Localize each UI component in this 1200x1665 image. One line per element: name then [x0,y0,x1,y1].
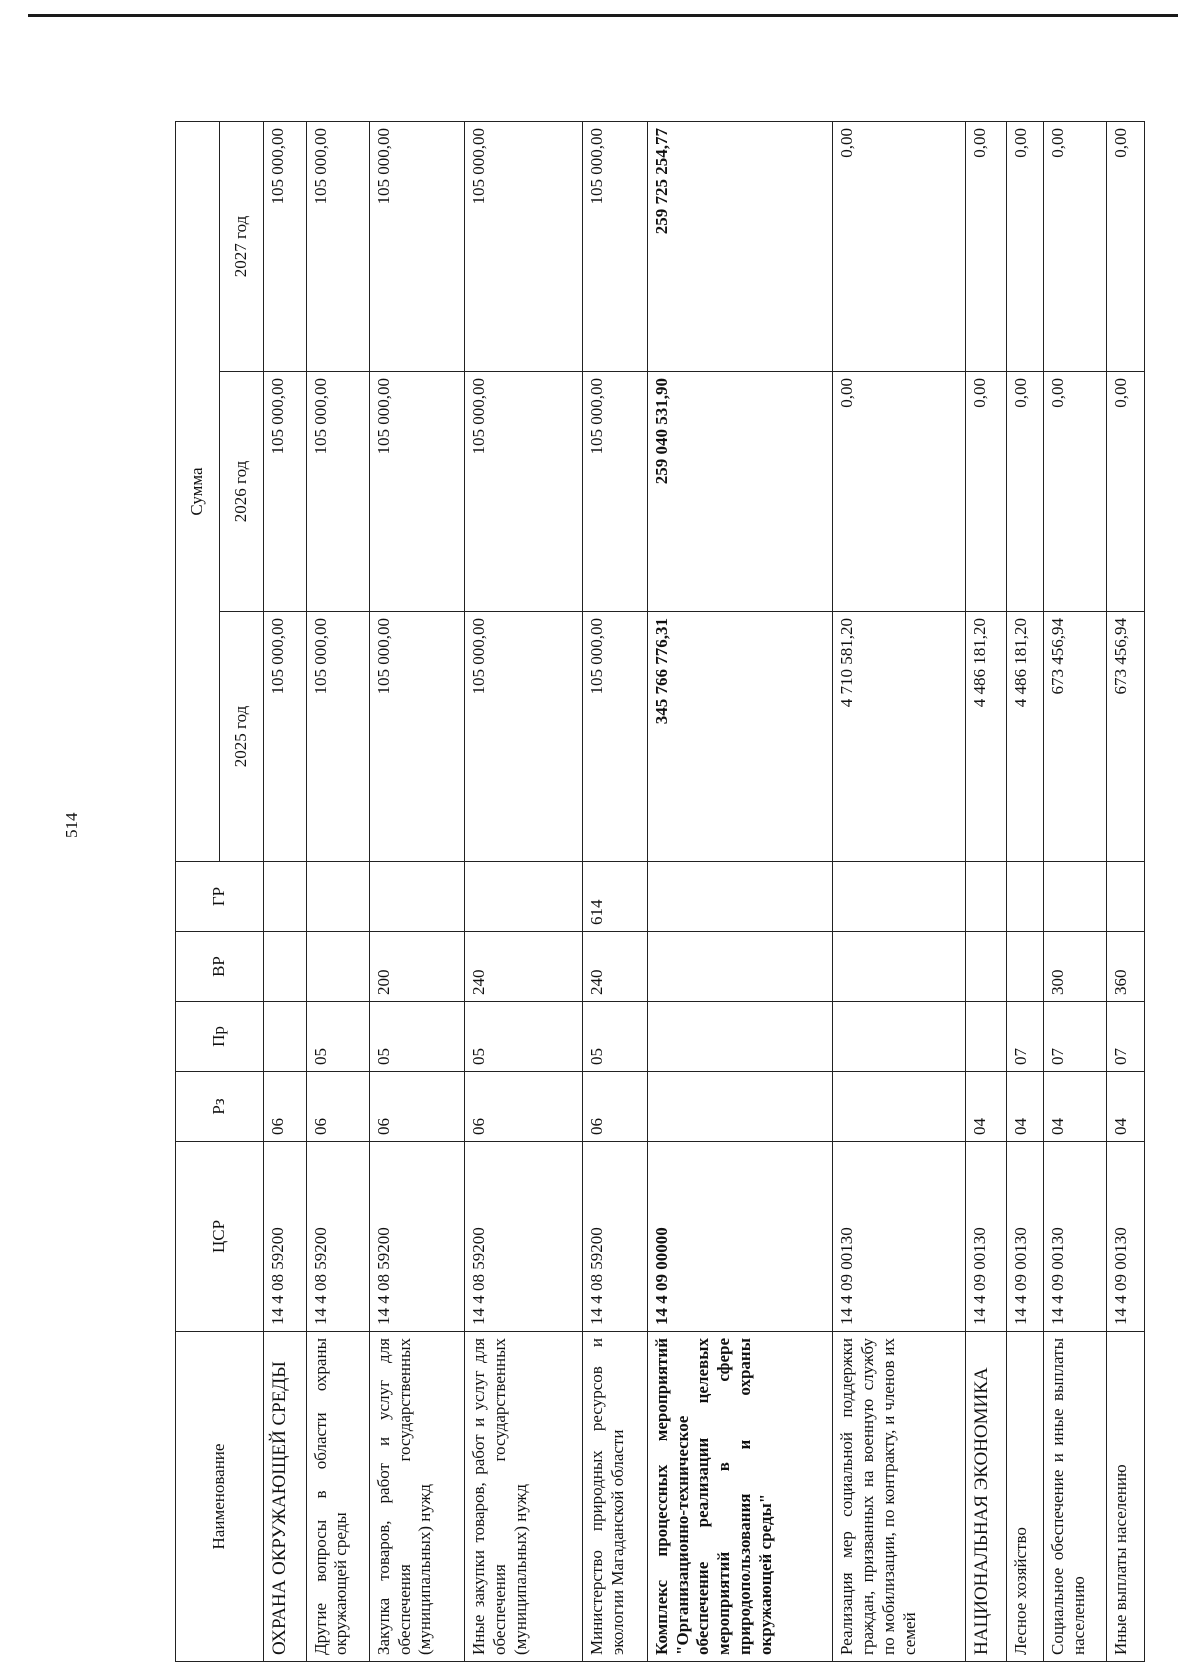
cell-name: Закупка товаров, работ и услуг для обеспечения государственных (муниципальных) нужд [369,1332,464,1662]
header-rz: Рз [176,1072,264,1142]
table-row [369,121,464,1661]
cell-pr [647,1002,832,1072]
cell-vr [833,932,966,1002]
cell-rz: 04 [1006,1072,1044,1142]
cell-pr [966,1002,1006,1072]
table-row [264,121,307,1661]
cell-gr [1107,862,1145,932]
cell-y2026: 0,00 [1006,372,1044,612]
cell-csr: 14 4 08 59200 [582,1142,647,1332]
table-row [1107,121,1145,1661]
cell-rz: 04 [1107,1072,1145,1142]
cell-csr: 14 4 09 00130 [1107,1142,1145,1332]
header-vr: ВР [176,932,264,1002]
cell-y2025: 673 456,94 [1044,612,1107,862]
header-year-2025: 2025 год [220,612,264,862]
cell-vr: 360 [1107,932,1145,1002]
cell-rz: 06 [369,1072,464,1142]
budget-table [175,121,1145,1662]
cell-csr: 14 4 08 59200 [465,1142,583,1332]
cell-y2026: 105 000,00 [465,372,583,612]
cell-y2027: 0,00 [1107,121,1145,371]
cell-csr: 14 4 08 59200 [264,1142,307,1332]
header-year-2026: 2026 год [220,372,264,612]
cell-y2027: 259 725 254,77 [647,121,832,371]
cell-y2027: 105 000,00 [264,121,307,371]
cell-gr [306,862,369,932]
cell-pr: 05 [306,1002,369,1072]
cell-vr [264,932,307,1002]
cell-pr: 05 [465,1002,583,1072]
table-row [647,121,832,1661]
cell-vr [966,932,1006,1002]
cell-y2025: 105 000,00 [582,612,647,862]
page-number: 514 [62,812,81,838]
cell-vr: 240 [582,932,647,1002]
cell-y2025: 345 766 776,31 [647,612,832,862]
cell-pr [264,1002,307,1072]
cell-name: ОХРАНА ОКРУЖАЮЩЕЙ СРЕДЫ [264,1332,307,1662]
cell-y2025: 673 456,94 [1107,612,1145,862]
table-row [582,121,647,1661]
cell-gr [647,862,832,932]
cell-y2025: 105 000,00 [264,612,307,862]
cell-name: Комплекс процессных мероприятий "Организационно-техническое обеспечение реализации целевых мероприятий в сфере природопользования и охраны окружающей среды" [647,1332,832,1662]
header-name: Наименование [176,1332,264,1662]
table-row [306,121,369,1661]
cell-y2025: 105 000,00 [306,612,369,862]
cell-vr [306,932,369,1002]
cell-vr: 300 [1044,932,1107,1002]
cell-y2027: 0,00 [1006,121,1044,371]
cell-vr [647,932,832,1002]
cell-vr: 200 [369,932,464,1002]
cell-csr: 14 4 09 00000 [647,1142,832,1332]
header-pr: Пр [176,1002,264,1072]
table-row [833,121,966,1661]
cell-y2025: 105 000,00 [369,612,464,862]
cell-y2026: 0,00 [966,372,1006,612]
header-csr: ЦСР [176,1142,264,1332]
cell-name: Иные выплаты населению [1107,1332,1145,1662]
cell-csr: 14 4 09 00130 [833,1142,966,1332]
header-year-2027: 2027 год [220,121,264,371]
cell-y2027: 0,00 [833,121,966,371]
cell-pr: 07 [1044,1002,1107,1072]
cell-name: Другие вопросы в области охраны окружающей среды [306,1332,369,1662]
budget-sheet [175,122,1145,1662]
cell-y2025: 4 486 181,20 [1006,612,1044,862]
cell-gr [465,862,583,932]
cell-rz: 06 [306,1072,369,1142]
cell-y2026: 0,00 [1107,372,1145,612]
top-rule [28,14,1178,17]
cell-rz: 06 [264,1072,307,1142]
cell-y2025: 105 000,00 [465,612,583,862]
cell-csr: 14 4 08 59200 [369,1142,464,1332]
cell-vr [1006,932,1044,1002]
cell-rz [647,1072,832,1142]
header-gr: ГР [176,862,264,932]
cell-csr: 14 4 08 59200 [306,1142,369,1332]
table-row [465,121,583,1661]
cell-name: Министерство природных ресурсов и экологии Магаданской области [582,1332,647,1662]
cell-rz [833,1072,966,1142]
cell-csr: 14 4 09 00130 [966,1142,1006,1332]
cell-y2026: 105 000,00 [264,372,307,612]
cell-y2027: 105 000,00 [306,121,369,371]
cell-gr [833,862,966,932]
cell-y2026: 105 000,00 [582,372,647,612]
table-body [264,121,1145,1661]
cell-gr: 614 [582,862,647,932]
cell-y2027: 105 000,00 [582,121,647,371]
cell-name: Реализация мер социальной поддержки граждан, призванных на военную службу по мобилизации, по контракту, и членов их семей [833,1332,966,1662]
table-row [1044,121,1107,1661]
cell-y2026: 259 040 531,90 [647,372,832,612]
cell-y2026: 105 000,00 [306,372,369,612]
cell-name: Лесное хозяйство [1006,1332,1044,1662]
cell-csr: 14 4 09 00130 [1044,1142,1107,1332]
cell-name: НАЦИОНАЛЬНАЯ ЭКОНОМИКА [966,1332,1006,1662]
cell-vr: 240 [465,932,583,1002]
cell-gr [1044,862,1107,932]
cell-rz: 04 [1044,1072,1107,1142]
cell-gr [264,862,307,932]
cell-y2027: 105 000,00 [465,121,583,371]
cell-rz: 04 [966,1072,1006,1142]
cell-gr [1006,862,1044,932]
cell-rz: 06 [582,1072,647,1142]
cell-pr: 07 [1006,1002,1044,1072]
cell-y2026: 0,00 [1044,372,1107,612]
cell-y2027: 0,00 [966,121,1006,371]
cell-name: Социальное обеспечение и иные выплаты населению [1044,1332,1107,1662]
cell-pr: 07 [1107,1002,1145,1072]
cell-rz: 06 [465,1072,583,1142]
cell-csr: 14 4 09 00130 [1006,1142,1044,1332]
cell-y2026: 0,00 [833,372,966,612]
header-sum: Сумма [176,121,220,861]
cell-pr [833,1002,966,1072]
cell-gr [966,862,1006,932]
cell-pr: 05 [582,1002,647,1072]
table-row [1006,121,1044,1661]
cell-name: Иные закупки товаров, работ и услуг для обеспечения государственных (муниципальных) нужд [465,1332,583,1662]
cell-pr: 05 [369,1002,464,1072]
cell-gr [369,862,464,932]
cell-y2027: 0,00 [1044,121,1107,371]
cell-y2027: 105 000,00 [369,121,464,371]
table-row [966,121,1006,1661]
cell-y2025: 4 710 581,20 [833,612,966,862]
cell-y2026: 105 000,00 [369,372,464,612]
cell-y2025: 4 486 181,20 [966,612,1006,862]
